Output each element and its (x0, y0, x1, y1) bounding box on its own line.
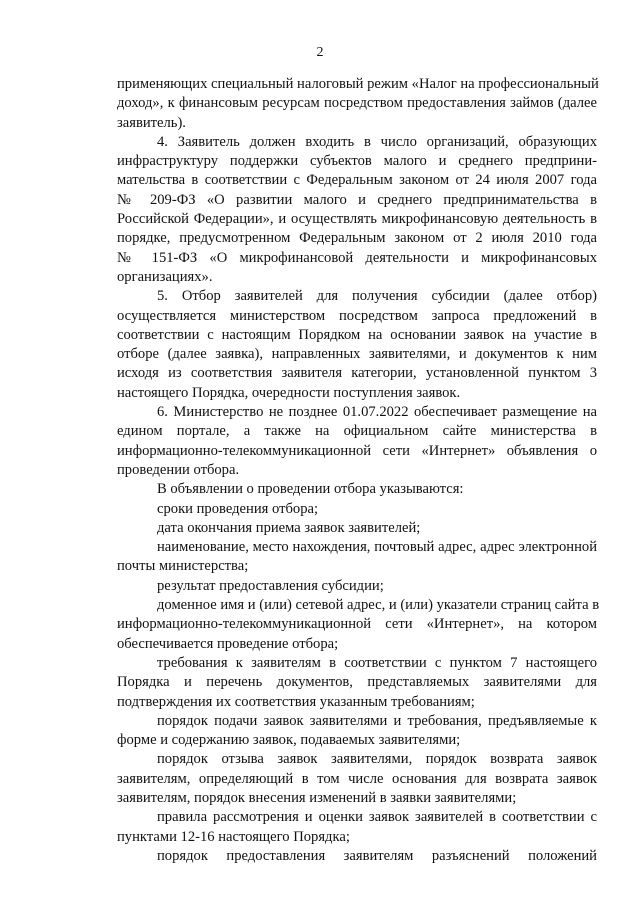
text-line: доход», к финансовым ресурсам посредством предоставления займов (далее (117, 95, 597, 112)
text-line: организациях». (117, 268, 213, 285)
text-line: проведении отбора. (117, 461, 240, 478)
text-line: дата окончания приема заявок заявителей; (157, 519, 421, 536)
text-line: настоящего Порядка, очередности поступления заявок. (117, 384, 461, 401)
text-line: форме и содержанию заявок, подаваемых заявителями; (117, 732, 461, 749)
text-line: порядок подачи заявок заявителями и требования, предъявляемые к (157, 712, 597, 729)
text-line: осуществляется министерством посредством запроса предложений в (117, 307, 597, 324)
text-line: 4. Заявитель должен входить в число организаций, образующих (157, 133, 597, 150)
text-line: требования к заявителям в соответствии с пунктом 7 настоящего (157, 654, 597, 671)
text-line: сроки проведения отбора; (157, 500, 319, 517)
text-line: обеспечивается проведение отбора; (117, 635, 339, 652)
text-line: информационно-телекоммуникационной сети «Интернет» объявления о (117, 442, 597, 459)
text-line: заявитель). (117, 114, 186, 131)
text-line: исходя из соответствия заявителя категории, установленной пунктом 3 (117, 365, 597, 382)
text-line: инфраструктуру поддержки субъектов малого и среднего предприни- (117, 153, 597, 170)
text-line: порядок предоставления заявителям разъяснений положений (157, 847, 597, 864)
text-line: Порядка и перечень документов, представляемых заявителями для (117, 674, 597, 691)
text-line: почты министерства; (117, 558, 249, 575)
text-line: наименование, место нахождения, почтовый адрес, адрес электронной (157, 539, 597, 556)
text-line: заявителям, определяющий в том числе основания для возврата заявок (117, 770, 597, 787)
text-line: соответствии с настоящим Порядком на основании заявок на участие в (117, 326, 597, 343)
text-line: № 151-ФЗ «О микрофинансовой деятельности и микрофинансовых (117, 249, 597, 266)
text-line: пунктами 12-16 настоящего Порядка; (117, 828, 350, 845)
text-line: правила рассмотрения и оценки заявок заявителей в соответствии с (157, 809, 597, 826)
text-line: едином портале, а также на официальном сайте министерства в (117, 423, 597, 440)
text-line: порядке, предусмотренном Федеральным законом от 2 июля 2010 года (117, 230, 597, 247)
text-line: доменное имя и (или) сетевой адрес, и (или) указатели страниц сайта в (157, 597, 600, 614)
text-line: результат предоставления субсидии; (157, 577, 384, 594)
page-number: 2 (316, 45, 324, 60)
text-line: отборе (далее заявка), направленных заявителями, и документов к ним (117, 346, 597, 363)
text-line: 6. Министерство не позднее 01.07.2022 обеспечивает размещение на (157, 404, 597, 421)
text-line: 5. Отбор заявителей для получения субсидии (далее отбор) (157, 288, 597, 305)
text-line: № 209-ФЗ «О развитии малого и среднего предпринимательства в (117, 191, 597, 208)
text-line: порядок отзыва заявок заявителями, порядок возврата заявок (157, 751, 597, 768)
text-line: информационно-телекоммуникационной сети «Интернет», на котором (117, 616, 597, 633)
text-line: мательства в соответствии с Федеральным законом от 24 июля 2007 года (117, 172, 597, 189)
body-text (117, 75, 600, 866)
text-line: заявителям, порядок внесения изменений в заявки заявителями; (117, 789, 517, 806)
text-line: В объявлении о проведении отбора указываются: (157, 481, 464, 498)
text-line: подтверждения их соответствия указанным требованиям; (117, 693, 475, 710)
text-line: Российской Федерации», и осуществлять микрофинансовую деятельность в (117, 211, 597, 228)
text-line: применяющих специальный налоговый режим «Налог на профессиональный (117, 76, 599, 92)
